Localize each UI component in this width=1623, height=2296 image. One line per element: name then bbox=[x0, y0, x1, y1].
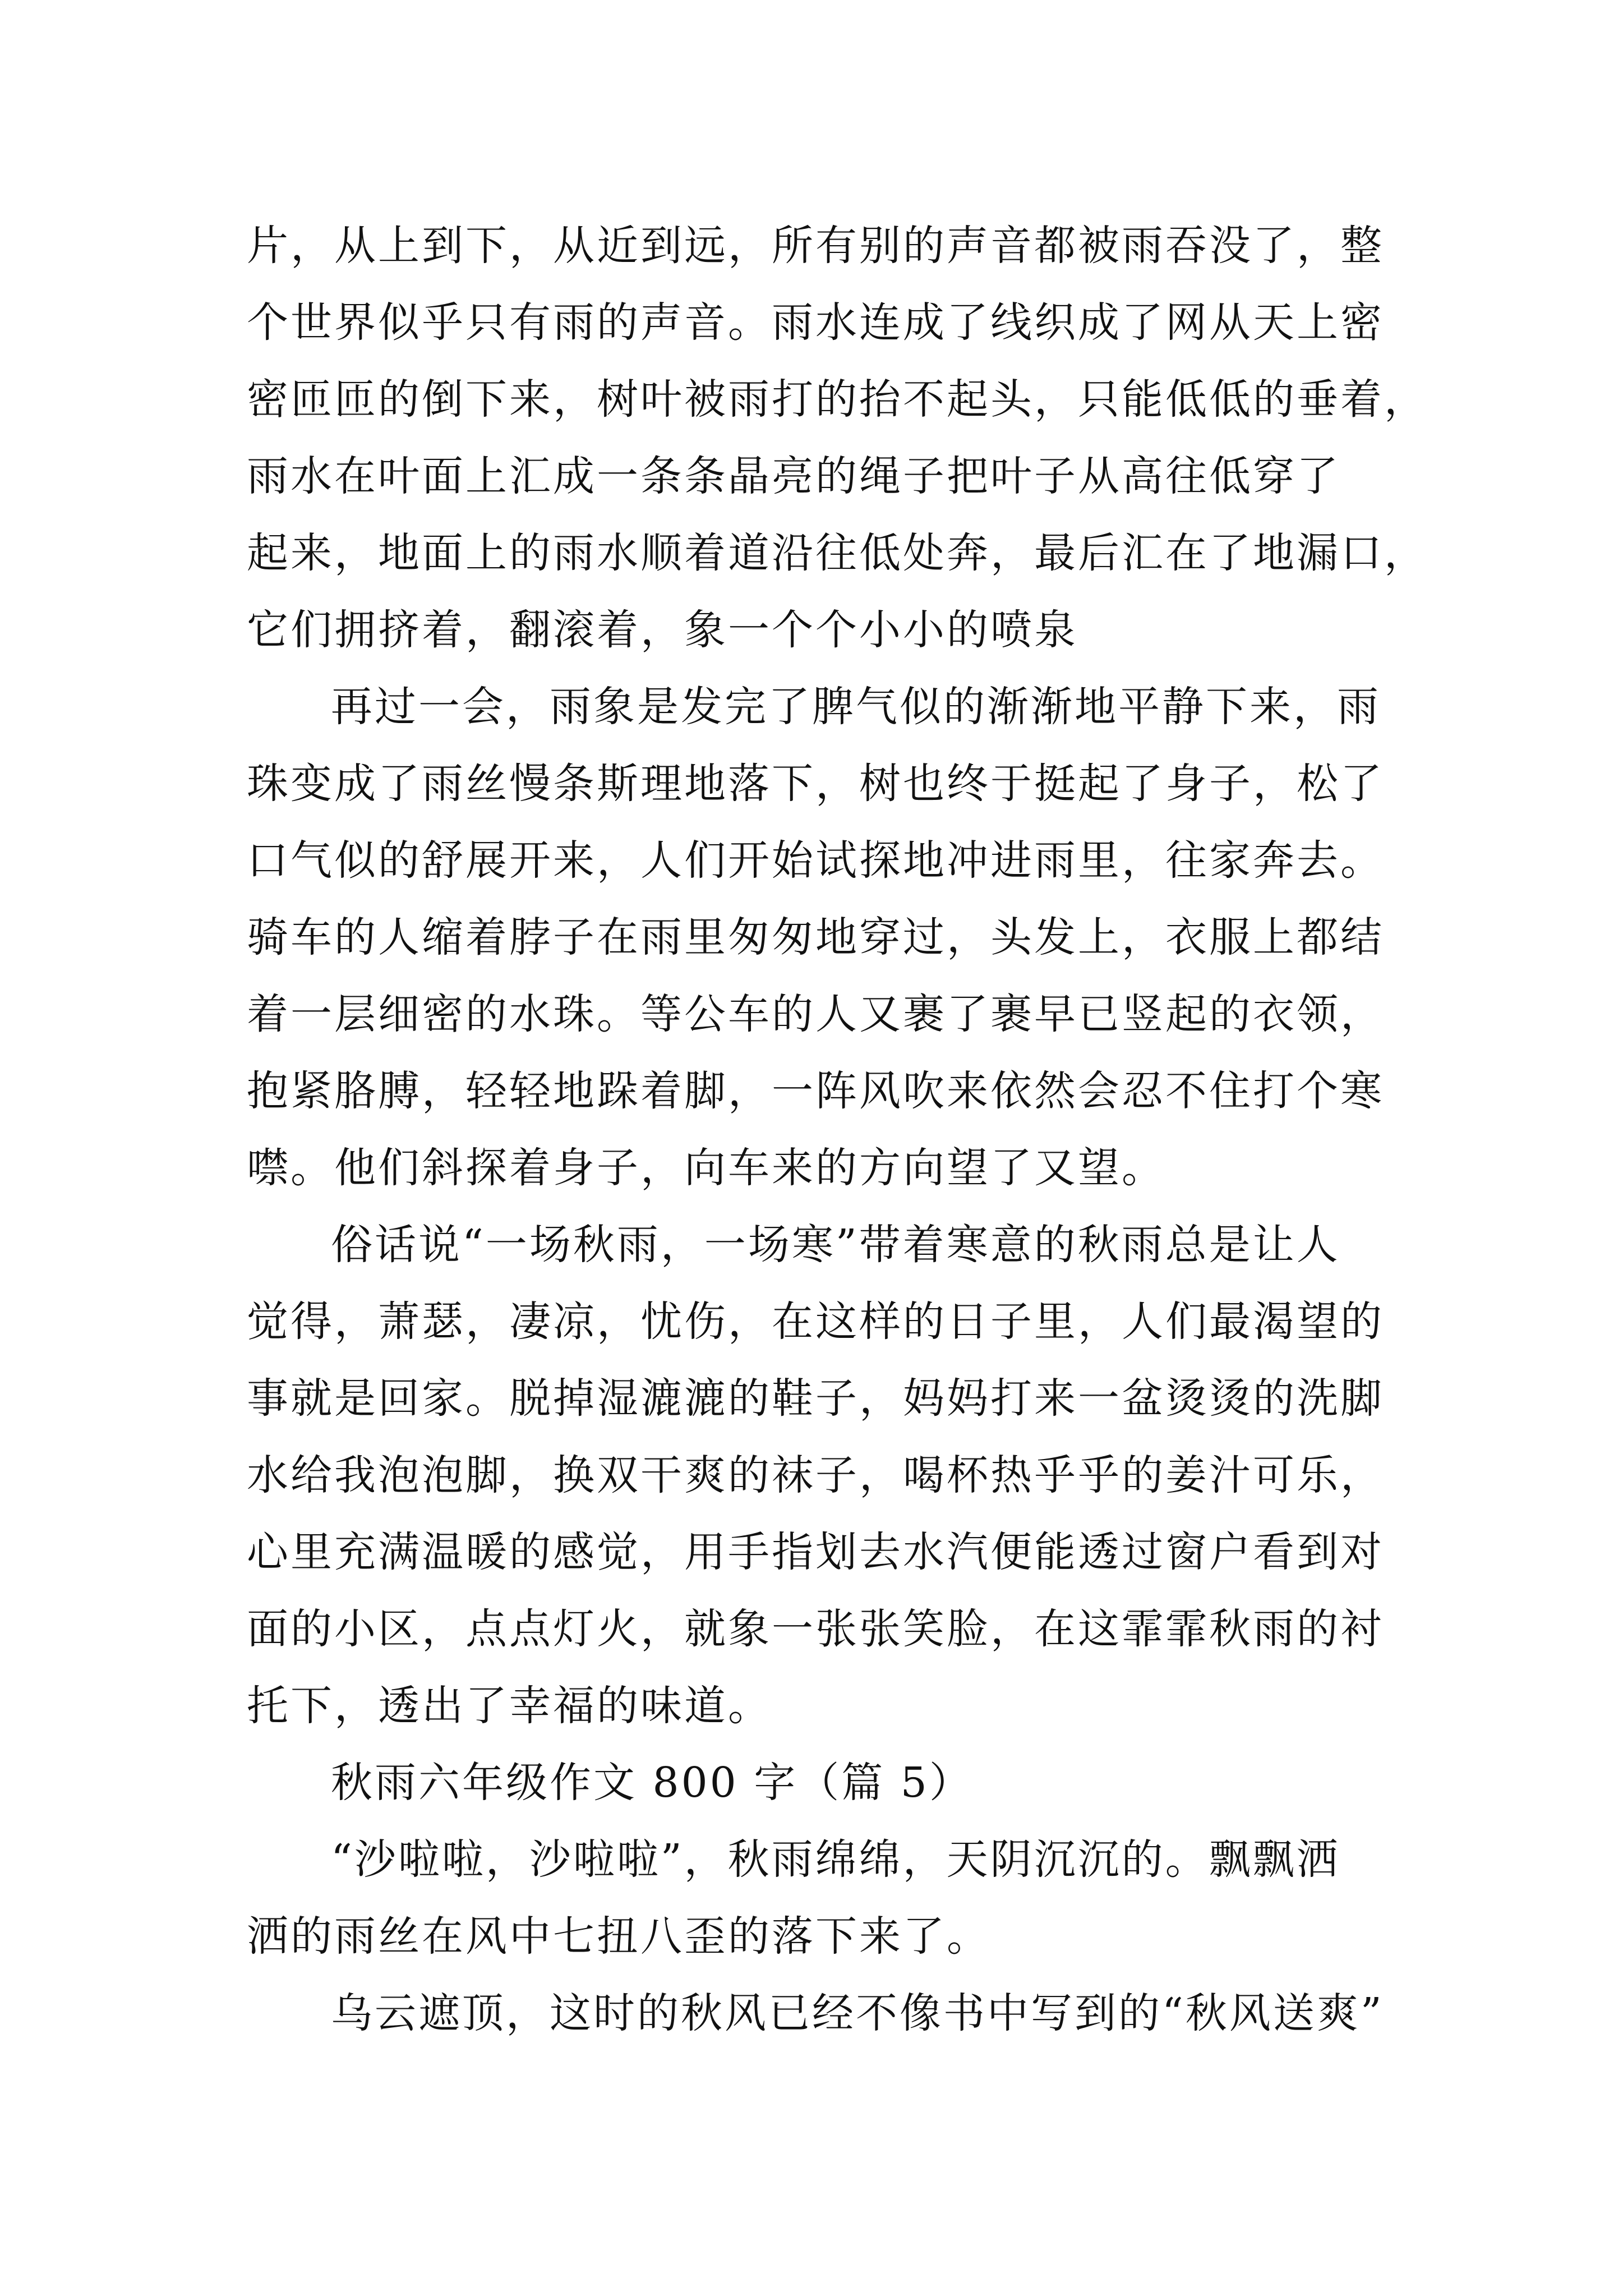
text-line: 觉得，萧瑟，凄凉，忧伤，在这样的日子里，人们最渴望的 bbox=[247, 1297, 1384, 1346]
text-line: 雨水在叶面上汇成一条条晶亮的绳子把叶子从高往低穿了 bbox=[247, 452, 1340, 500]
text-line: “沙啦啦，沙啦啦”，秋雨绵绵，天阴沉沉的。飘飘洒 bbox=[331, 1835, 1340, 1884]
text-line: 乌云遮顶，这时的秋风已经不像书中写到的“秋风送爽” bbox=[331, 1989, 1384, 2037]
text-line: 密匝匝的倒下来，树叶被雨打的抬不起头，只能低低的垂着， bbox=[247, 375, 1428, 424]
text-line: 心里充满温暖的感觉，用手指划去水汽便能透过窗户看到对 bbox=[247, 1528, 1384, 1576]
text-line: 它们拥挤着，翻滚着，象一个个小小的喷泉 bbox=[247, 606, 1078, 654]
text-line: 口气似的舒展开来，人们开始试探地冲进雨里，往家奔去。 bbox=[247, 836, 1384, 885]
text-line: 水给我泡泡脚，换双干爽的袜子，喝杯热乎乎的姜汁可乐， bbox=[247, 1451, 1384, 1499]
text-line: 片，从上到下，从近到远，所有别的声音都被雨吞没了，整 bbox=[247, 222, 1384, 270]
text-line: 个世界似乎只有雨的声音。雨水连成了线织成了网从天上密 bbox=[247, 298, 1384, 347]
text-line: 抱紧胳膊，轻轻地跺着脚，一阵风吹来依然会忍不住打个寒 bbox=[247, 1067, 1384, 1115]
text-line: 起来，地面上的雨水顺着道沿往低处奔，最后汇在了地漏口， bbox=[247, 529, 1428, 577]
text-line: 着一层细密的水珠。等公车的人又裹了裹早已竖起的衣领， bbox=[247, 990, 1384, 1038]
text-line: 噤。他们斜探着身子，向车来的方向望了又望。 bbox=[247, 1144, 1165, 1192]
body-text bbox=[247, 208, 1428, 2052]
text-line: 珠变成了雨丝慢条斯理地落下，树也终于挺起了身子，松了 bbox=[247, 760, 1384, 808]
text-line: 洒的雨丝在风中七扭八歪的落下来了。 bbox=[247, 1912, 990, 1961]
text-line: 事就是回家。脱掉湿漉漉的鞋子，妈妈打来一盆烫烫的洗脚 bbox=[247, 1374, 1384, 1423]
text-line: 面的小区，点点灯火，就象一张张笑脸，在这霏霏秋雨的衬 bbox=[247, 1605, 1384, 1653]
text-line: 秋雨六年级作文 800 字（篇 5） bbox=[331, 1759, 973, 1807]
text-line: 再过一会，雨象是发完了脾气似的渐渐地平静下来，雨 bbox=[331, 683, 1381, 731]
text-line: 骑车的人缩着脖子在雨里匆匆地穿过，头发上，衣服上都结 bbox=[247, 913, 1384, 961]
text-line: 俗话说“一场秋雨，一场寒”带着寒意的秋雨总是让人 bbox=[331, 1221, 1340, 1269]
text-line: 托下，透出了幸福的味道。 bbox=[247, 1682, 772, 1730]
